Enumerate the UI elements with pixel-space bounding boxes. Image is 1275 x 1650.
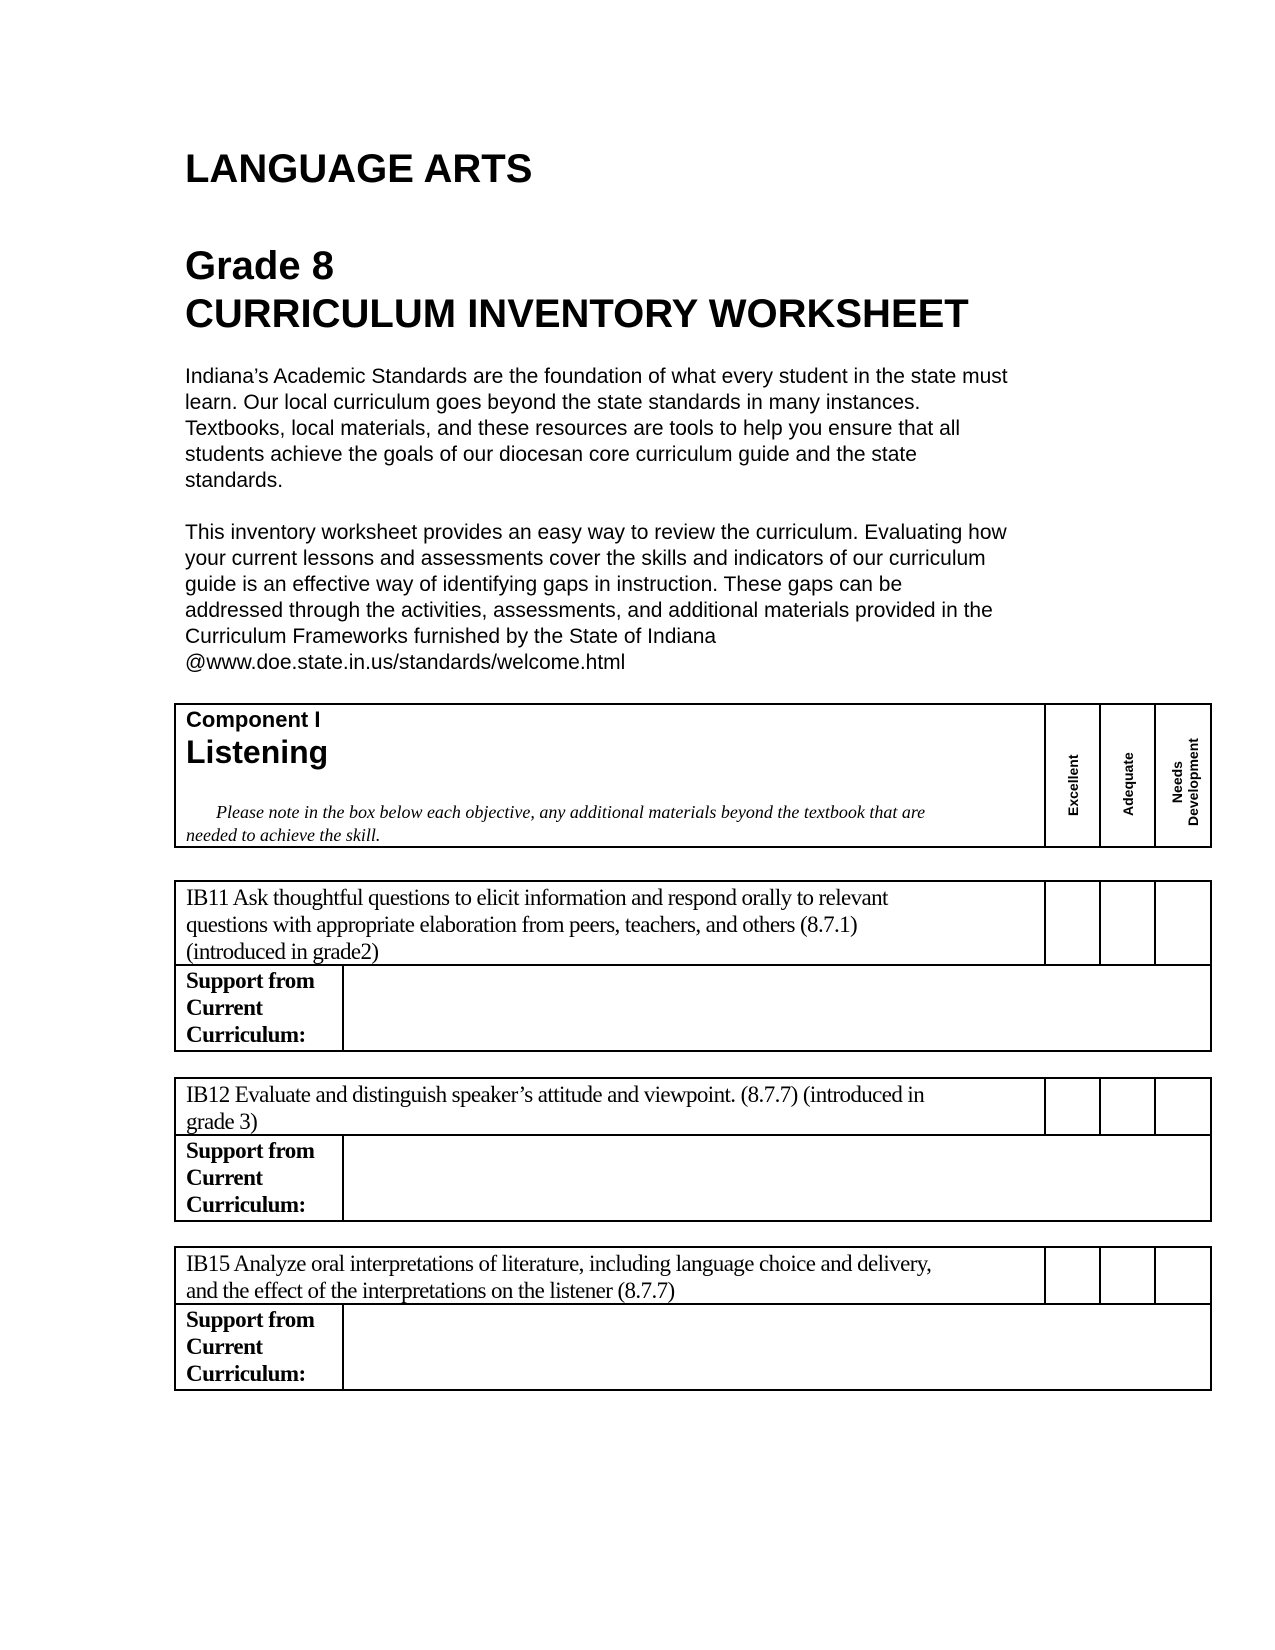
objective-line: IB12 Evaluate and distinguish speaker’s attitude and viewpoint. (8.7.7) (introduced in bbox=[186, 1082, 925, 1107]
text-line: Textbooks, local materials, and these resources are tools to help you ensure that all bbox=[185, 417, 961, 440]
note-line: Please note in the box below each objective, any additional materials beyond the textbook that are bbox=[216, 802, 926, 822]
intro-paragraph-2 bbox=[185, 520, 1085, 676]
standards-link[interactable]: @www.doe.state.in.us/standards/welcome.html bbox=[185, 651, 626, 674]
rating-cell-excellent[interactable] bbox=[1046, 1079, 1101, 1134]
worksheet-heading: CURRICULUM INVENTORY WORKSHEET bbox=[185, 292, 969, 336]
page-title: LANGUAGE ARTS bbox=[185, 147, 533, 191]
rating-cell-needs-development[interactable] bbox=[1156, 1079, 1210, 1134]
support-label-line: Curriculum: bbox=[186, 1022, 306, 1047]
support-label-line: Current bbox=[186, 995, 263, 1020]
support-field[interactable] bbox=[344, 1305, 1210, 1389]
text-line: addressed through the activities, assessments, and additional materials provided in the bbox=[185, 599, 993, 622]
rating-cell-adequate[interactable] bbox=[1101, 1079, 1156, 1134]
component-header-main bbox=[176, 705, 1046, 846]
component-note bbox=[186, 801, 1036, 847]
rating-label-development: Development bbox=[1185, 738, 1201, 826]
objective-line: IB15 Analyze oral interpretations of literature, including language choice and delivery, bbox=[186, 1251, 932, 1276]
support-label bbox=[176, 1305, 344, 1389]
text-line: guide is an effective way of identifying gaps in instruction. These gaps can be bbox=[185, 573, 903, 596]
support-label bbox=[176, 966, 344, 1050]
support-label bbox=[176, 1136, 344, 1220]
objective-line: IB11 Ask thoughtful questions to elicit information and respond orally to relevant bbox=[186, 885, 888, 910]
rating-header-adequate bbox=[1101, 705, 1156, 846]
text-line: your current lessons and assessments cover the skills and indicators of our curriculum bbox=[185, 547, 986, 570]
text-line: Indiana’s Academic Standards are the foundation of what every student in the state must bbox=[185, 365, 1008, 388]
objective-line: grade 3) bbox=[186, 1109, 258, 1134]
objective-ib11 bbox=[174, 880, 1212, 1052]
rating-label-excellent: Excellent bbox=[1064, 754, 1081, 816]
grade-heading: Grade 8 bbox=[185, 244, 334, 288]
objective-text bbox=[176, 882, 1046, 964]
objective-line: and the effect of the interpretations on the listener (8.7.7) bbox=[186, 1278, 675, 1303]
objective-line: (introduced in grade2) bbox=[186, 939, 379, 964]
support-label-line: Curriculum: bbox=[186, 1192, 306, 1217]
rating-cell-excellent[interactable] bbox=[1046, 1248, 1101, 1303]
rating-cell-needs-development[interactable] bbox=[1156, 1248, 1210, 1303]
rating-label-needs: Needs bbox=[1169, 761, 1185, 804]
text-line: students achieve the goals of our diocesan core curriculum guide and the state bbox=[185, 443, 917, 466]
support-label-line: Current bbox=[186, 1334, 263, 1359]
support-label-line: Support from bbox=[186, 968, 315, 993]
note-line: needed to achieve the skill. bbox=[186, 825, 381, 845]
intro-paragraph-1 bbox=[185, 364, 1085, 494]
rating-cell-adequate[interactable] bbox=[1101, 1248, 1156, 1303]
support-field[interactable] bbox=[344, 1136, 1210, 1220]
support-label-line: Current bbox=[186, 1165, 263, 1190]
component-label: Component I bbox=[186, 707, 321, 732]
objective-text bbox=[176, 1079, 1046, 1134]
objective-ib15 bbox=[174, 1246, 1212, 1391]
objective-ib12 bbox=[174, 1077, 1212, 1222]
rating-header-excellent bbox=[1046, 705, 1101, 846]
text-line: standards. bbox=[185, 469, 284, 492]
support-label-line: Support from bbox=[186, 1138, 315, 1163]
rating-header-needs-development bbox=[1156, 705, 1210, 846]
objective-text bbox=[176, 1248, 1046, 1303]
support-label-line: Support from bbox=[186, 1307, 315, 1332]
rating-cell-needs-development[interactable] bbox=[1156, 882, 1210, 964]
rating-cell-adequate[interactable] bbox=[1101, 882, 1156, 964]
text-line: This inventory worksheet provides an easy way to review the curriculum. Evaluating how bbox=[185, 521, 1007, 544]
text-line: learn. Our local curriculum goes beyond the state standards in many instances. bbox=[185, 391, 921, 414]
component-header bbox=[174, 703, 1212, 848]
support-label-line: Curriculum: bbox=[186, 1361, 306, 1386]
rating-cell-excellent[interactable] bbox=[1046, 882, 1101, 964]
objective-line: questions with appropriate elaboration from peers, teachers, and others (8.7.1) bbox=[186, 912, 858, 937]
support-field[interactable] bbox=[344, 966, 1210, 1050]
component-name: Listening bbox=[186, 734, 329, 770]
rating-label-adequate: Adequate bbox=[1119, 752, 1136, 816]
text-line: Curriculum Frameworks furnished by the State of Indiana bbox=[185, 625, 717, 648]
